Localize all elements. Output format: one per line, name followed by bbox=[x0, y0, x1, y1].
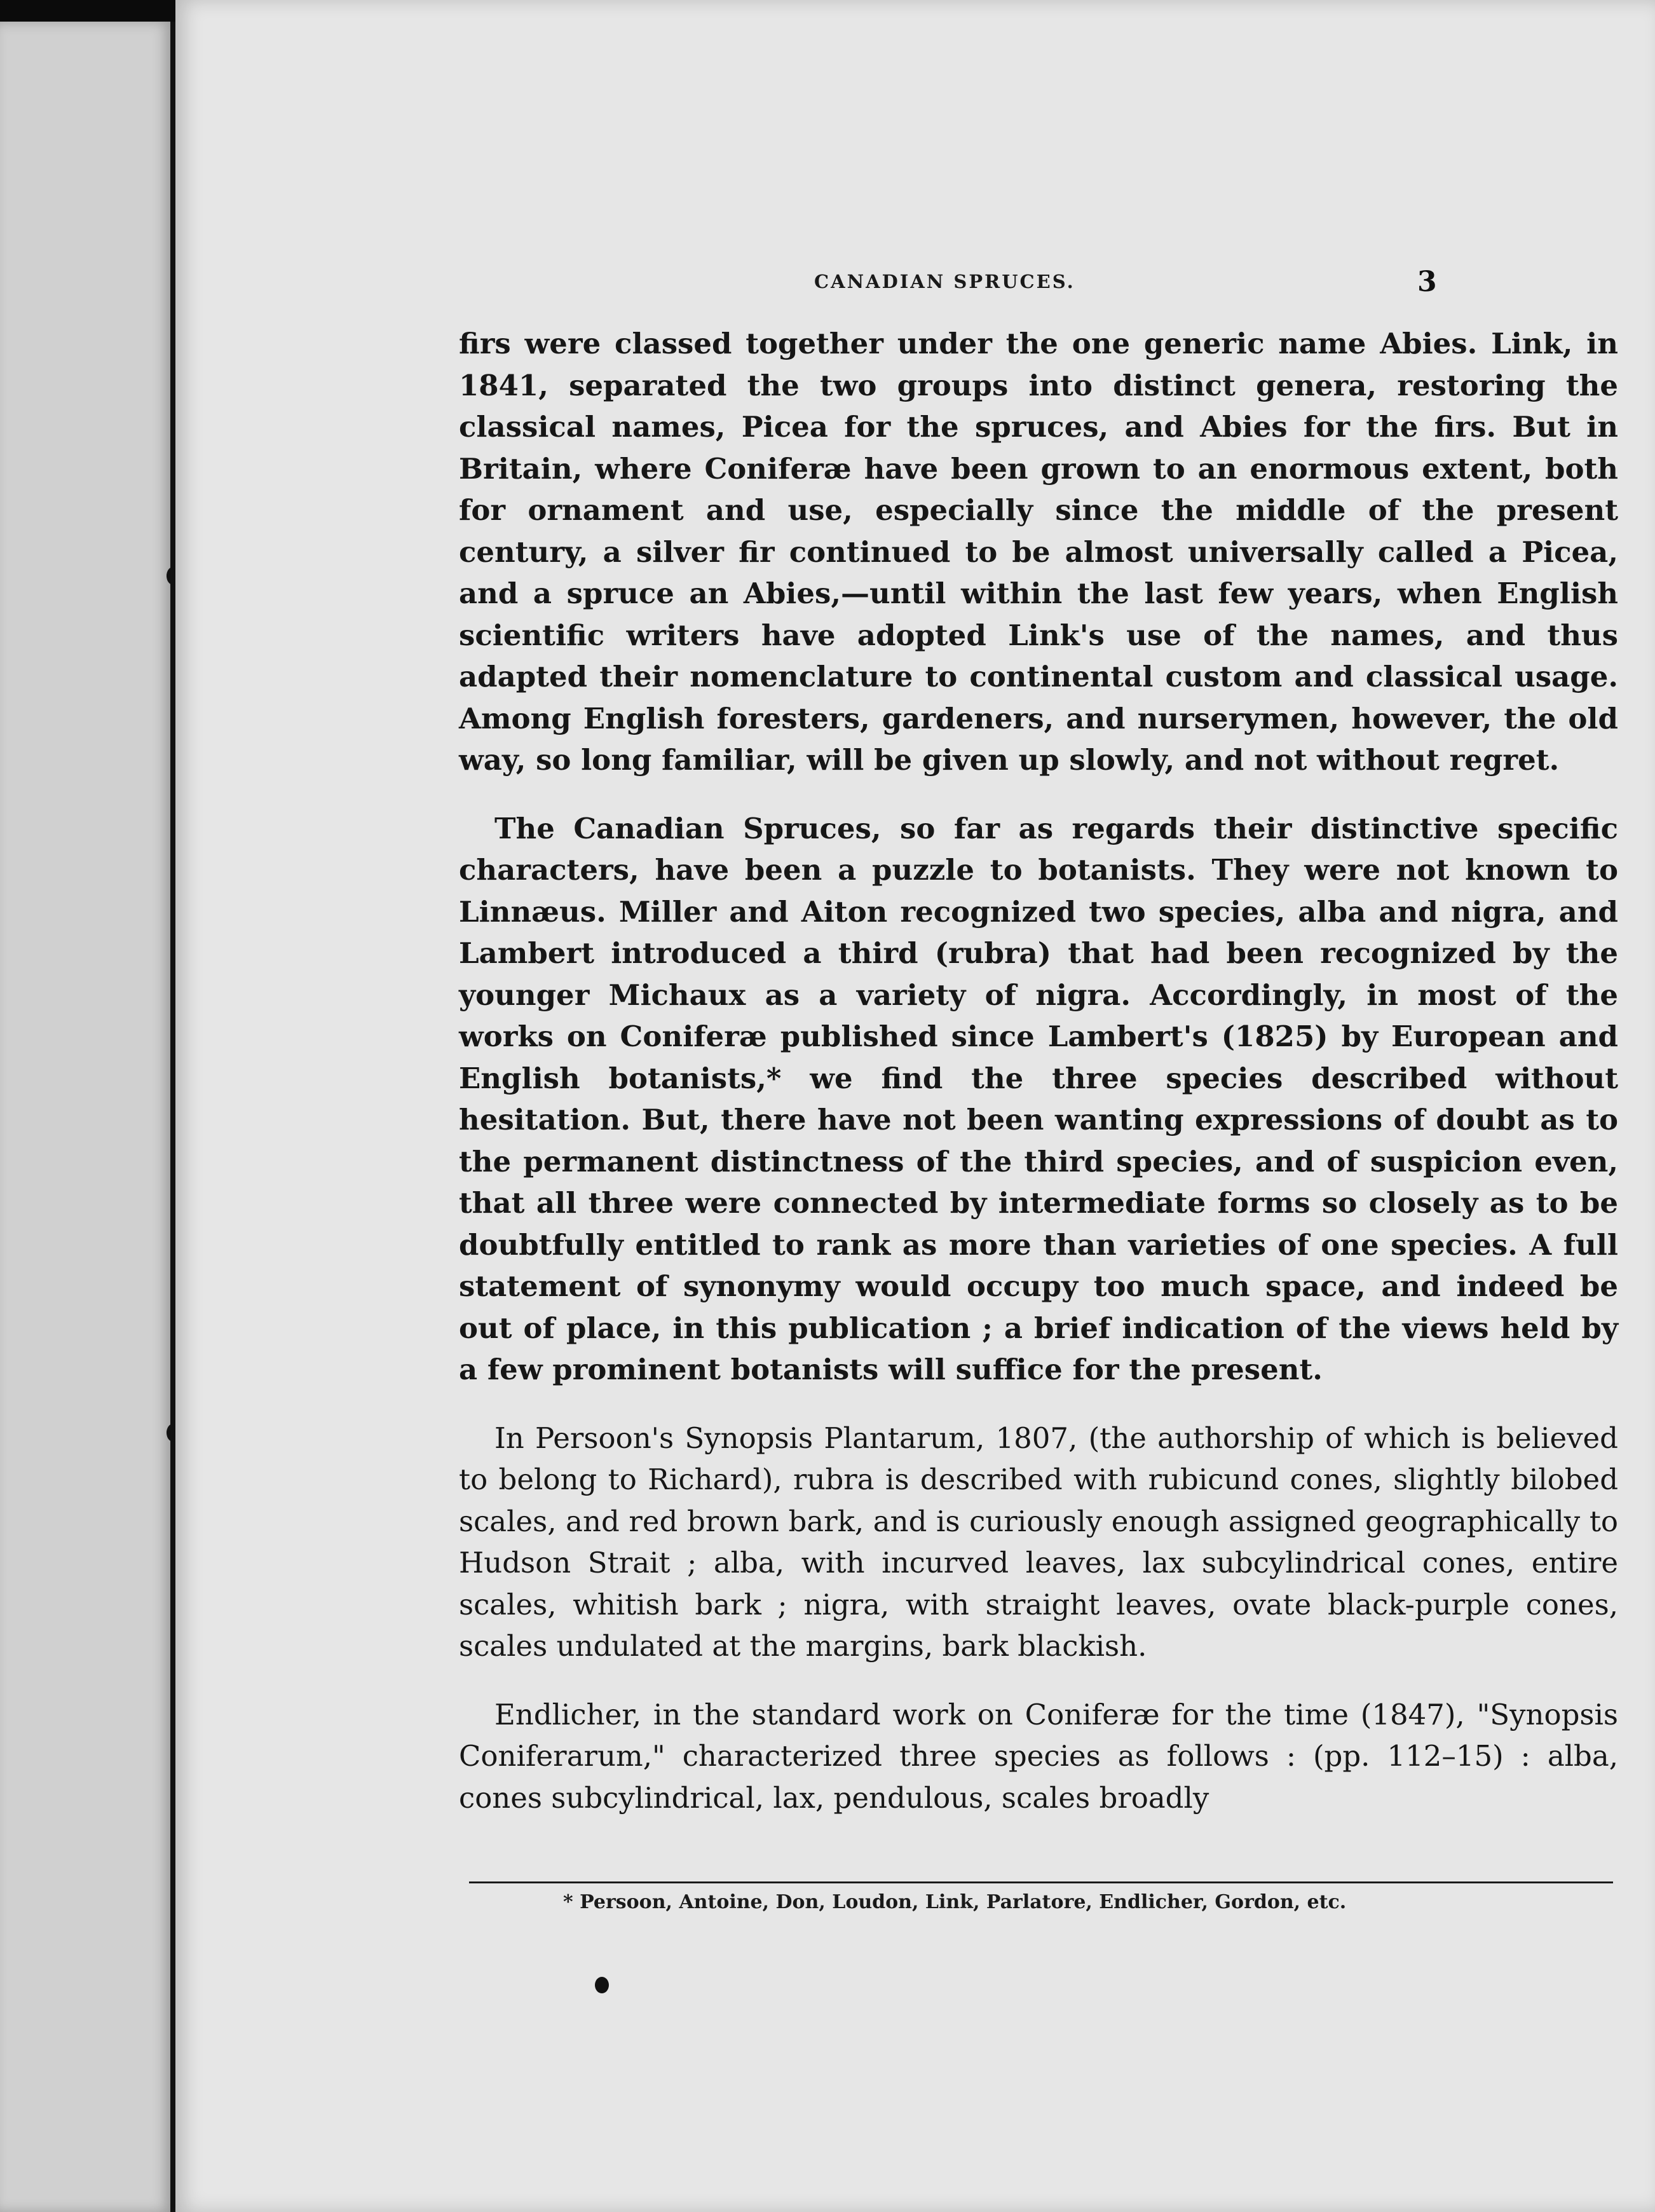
paragraph-2: The Canadian Spruces, so far as regards their distinctive specific characters, have been a puzzle to botanists. They were not known to Linnæus. Miller and Aiton recognized two species, alba and nigra, and Lambert introduced a third (rubra) that had been recognized by the younger Michaux as a variety of nigra. Accordingly, in most of the works on Coniferæ published since Lambert's (1825) by European and English botanists,* we find the three species described without hesitation. But, there have not been wanting expressions of doubt as to the permanent distinctness of the third species, and of suspicion even, that all three were connected by intermediate forms so closely as to be doubtfully entitled to rank as more than varieties of one species. A full statement of synonymy would occupy too much space, and indeed be out of place, in this publication ; a brief indication of the views held by a few prominent botanists will suffice for the present. bbox=[459, 811, 1618, 1386]
paragraph-1: firs were classed together under the one generic name Abies. Link, in 1841, separated the two groups into distinct genera, restoring the classical names, Picea for the spruces, and Abies for the firs. But in Britain, where Coniferæ have been grown to an enormous extent, both for ornament and use, especially since the middle of the present century, a silver fir continued to be almost universally called a Picea, and a spruce an Abies,—until within the last few years, when English scientific writers have adopted Link's use of the names, and thus adapted their nomenclature to continental custom and classical usage. Among English foresters, gardeners, and nurserymen, however, the old way, so long familiar, will be given up slowly, and not without regret. bbox=[459, 327, 1618, 777]
running-head bbox=[175, 266, 1655, 304]
book-page bbox=[175, 0, 1655, 2212]
paragraph-3: In Persoon's Synopsis Plantarum, 1807, (the authorship of which is believed to belong to Richard), rubra is described with rubicund cones, slightly bilobed scales, and red brown bark, and is curiously enough assigned geographically to Hudson Strait ; alba, with incurved leaves, lax subcylindrical cones, entire scales, whitish bark ; nigra, with straight leaves, ovate black-purple cones, scales undulated at the margins, bark blackish. bbox=[459, 1421, 1618, 1663]
book-spine-gutter bbox=[170, 22, 175, 2212]
body-text bbox=[459, 323, 1618, 1819]
footnote: * Persoon, Antoine, Don, Loudon, Link, Parlatore, Endlicher, Gordon, etc. bbox=[563, 1891, 1347, 1913]
ink-blot bbox=[595, 1977, 609, 1993]
page-number: 3 bbox=[1417, 266, 1437, 298]
paragraph-4: Endlicher, in the standard work on Coniferæ for the time (1847), "Synopsis Coniferarum," characterized three species as follows : (pp. 112–15) : alba, cones subcylindrical, lax, pendulous, scales broadly bbox=[459, 1697, 1618, 1815]
facing-page-edge bbox=[0, 22, 172, 2212]
running-title: CANADIAN SPRUCES. bbox=[814, 271, 1075, 292]
footnote-rule bbox=[469, 1881, 1613, 1883]
